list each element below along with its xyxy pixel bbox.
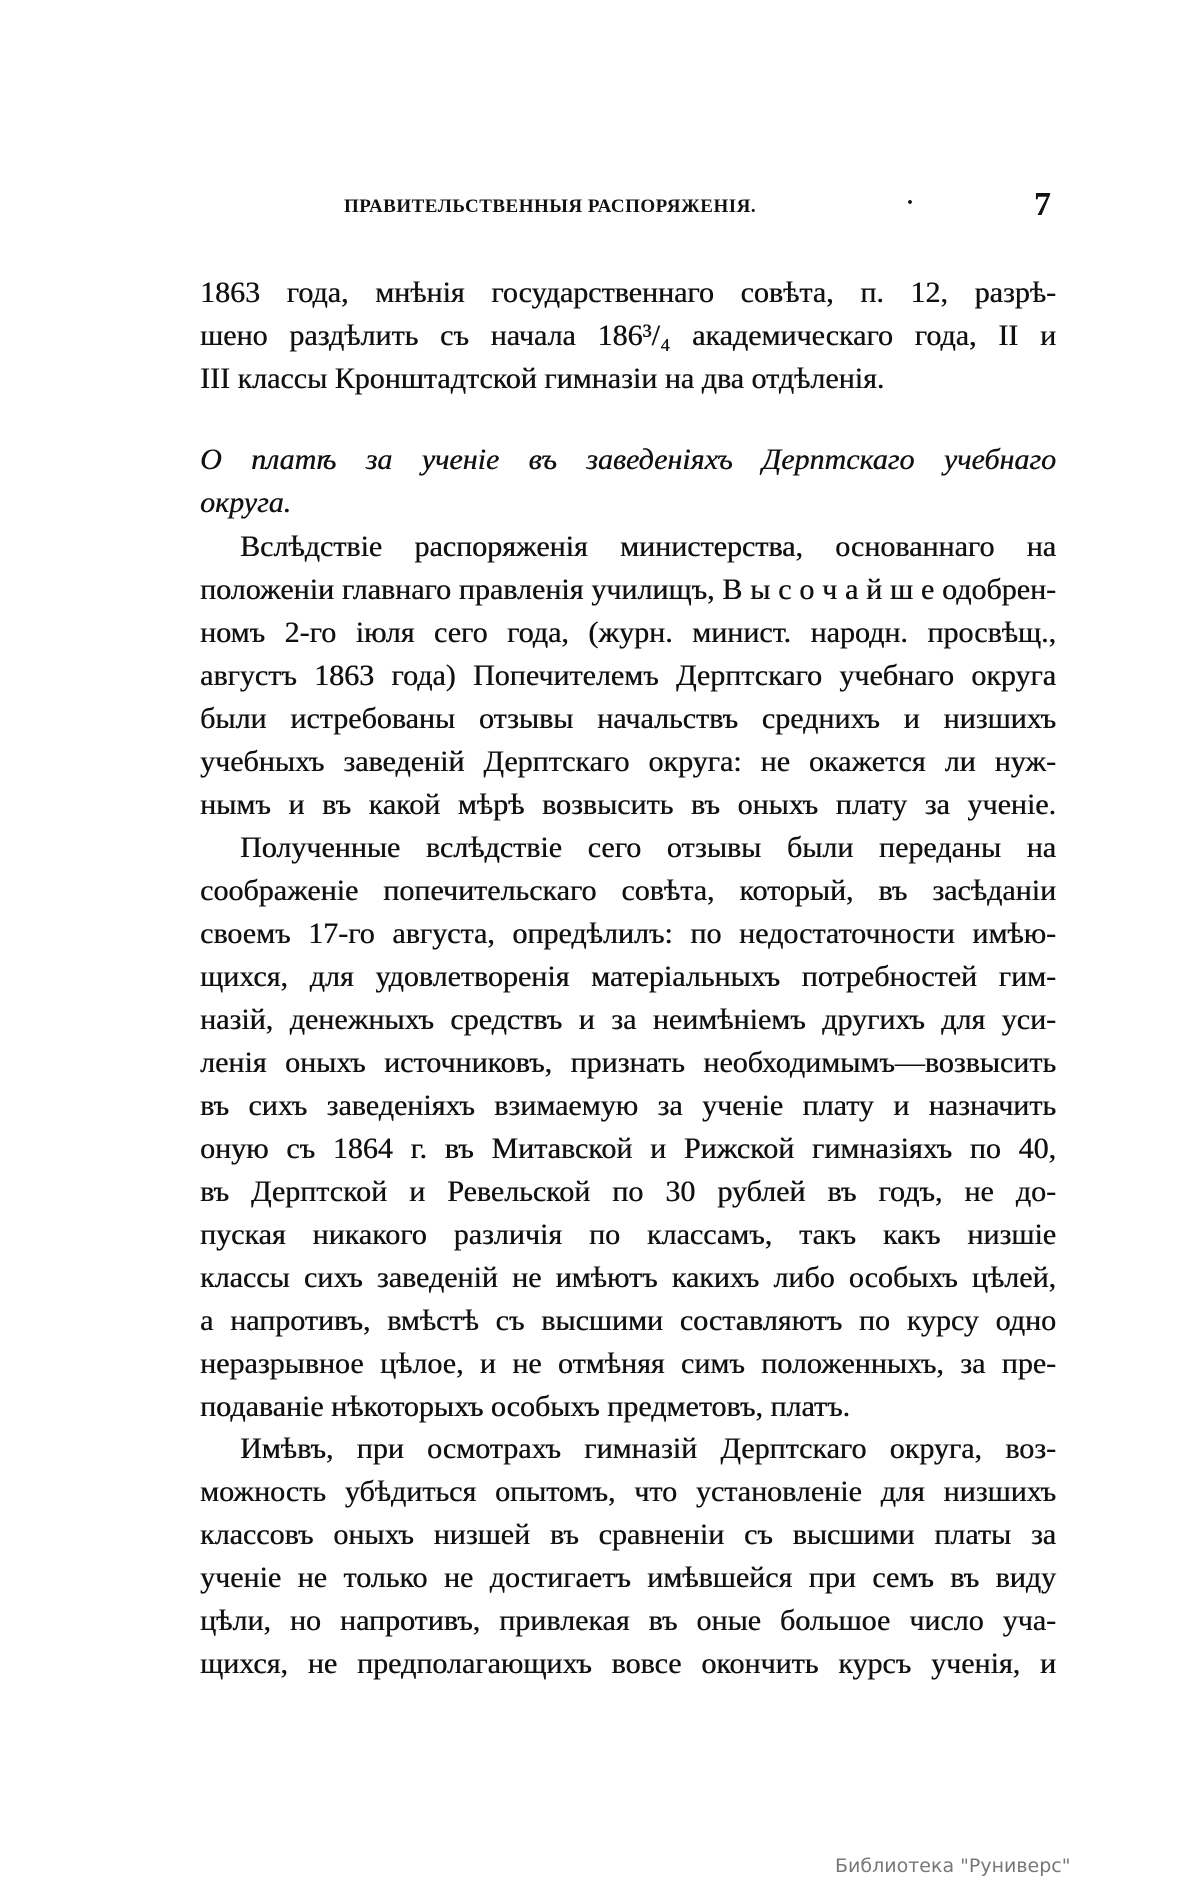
text-line: своемъ 17-го августа, опредѣлилъ: по недостаточности имѣю-: [200, 917, 1056, 950]
text-line: Вслѣдствіе распоряженія министерства, основаннаго на: [240, 530, 1056, 563]
text-line: въ Дерптской и Ревельской по 30 рублей въ годъ, не до-: [200, 1175, 1056, 1208]
text-line: подаваніе нѣкоторыхъ особыхъ предметовъ, платъ.: [200, 1390, 851, 1423]
text-line: классовъ оныхъ низшей въ сравненіи съ высшими платы за: [200, 1518, 1056, 1551]
text-line: шено раздѣлить съ начала 186³/₄ академическаго года, II и: [200, 319, 1056, 352]
text-line: III классы Кронштадтской гимназіи на два отдѣленія.: [200, 362, 885, 395]
text-line: оную съ 1864 г. въ Митавской и Рижской гимназіяхъ по 40,: [200, 1132, 1056, 1165]
text-line: положеніи главнаго правленія училищъ, В ы с о ч а й ш е одобрен-: [200, 573, 1056, 606]
text-line: Имѣвъ, при осмотрахъ гимназій Дерптскаго округа, воз-: [240, 1432, 1056, 1465]
paragraph: [200, 525, 1056, 826]
text-line: ленія оныхъ источниковъ, признать необходимымъ—возвысить: [200, 1046, 1056, 1079]
text-line: въ сихъ заведеніяхъ взимаемую за ученіе плату и назначить: [200, 1089, 1056, 1122]
text-line: щихся, не предполагающихъ вовсе окончить курсъ ученія, и: [200, 1647, 1056, 1680]
page-number: 7: [1034, 186, 1051, 223]
text-line: Полученные вслѣдствіе сего отзывы были переданы на: [240, 831, 1056, 864]
text-line: неразрывное цѣлое, и не отмѣняя симъ положенныхъ, за пре-: [200, 1347, 1056, 1380]
running-head: ПРАВИТЕЛЬСТВЕННЫЯ РАСПОРЯЖЕНІЯ.: [344, 196, 757, 217]
text-line: а напротивъ, вмѣстѣ съ высшими составляютъ по курсу одно: [200, 1304, 1056, 1337]
text-line: нымъ и въ какой мѣрѣ возвысить въ оныхъ плату за ученіе.: [200, 788, 1056, 821]
continuation-text: [200, 271, 1056, 400]
text-line: щихся, для удовлетворенія матеріальныхъ потребностей гим-: [200, 960, 1056, 993]
text-line: можность убѣдиться опытомъ, что установленіе для низшихъ: [200, 1475, 1056, 1508]
text-line: О платѣ за ученіе въ заведеніяхъ Дерптскаго учебнаго: [200, 443, 1056, 476]
library-watermark: Библиотека "Руниверс": [835, 1855, 1071, 1877]
text-line: цѣли, но напротивъ, привлекая въ оные большое число уча-: [200, 1604, 1056, 1637]
paragraph: [200, 1427, 1056, 1685]
text-line: назій, денежныхъ средствъ и за неимѣніемъ другихъ для уси-: [200, 1003, 1056, 1036]
text-line: были истребованы отзывы начальствъ среднихъ и низшихъ: [200, 702, 1056, 735]
text-line: номъ 2-го іюля сего года, (журн. минист. народн. просвѣщ.,: [200, 616, 1056, 649]
text-line: классы сихъ заведеній не имѣютъ какихъ либо особыхъ цѣлей,: [200, 1261, 1056, 1294]
running-head-dot: ·: [906, 190, 915, 216]
text-line: учебныхъ заведеній Дерптскаго округа: не окажется ли нуж-: [200, 745, 1056, 778]
text-line: пуская никакого различія по классамъ, такъ какъ низшіе: [200, 1218, 1056, 1251]
section-heading: [200, 438, 1056, 524]
text-line: 1863 года, мнѣнія государственнаго совѣта, п. 12, разрѣ-: [200, 276, 1056, 309]
text-line: округа.: [200, 486, 292, 519]
text-line: августъ 1863 года) Попечителемъ Дерптскаго учебнаго округа: [200, 659, 1056, 692]
text-line: соображеніе попечительскаго совѣта, который, въ засѣданіи: [200, 874, 1056, 907]
paragraph: [200, 826, 1056, 1428]
text-line: ученіе не только не достигаетъ имѣвшейся при семъ въ виду: [200, 1561, 1056, 1594]
